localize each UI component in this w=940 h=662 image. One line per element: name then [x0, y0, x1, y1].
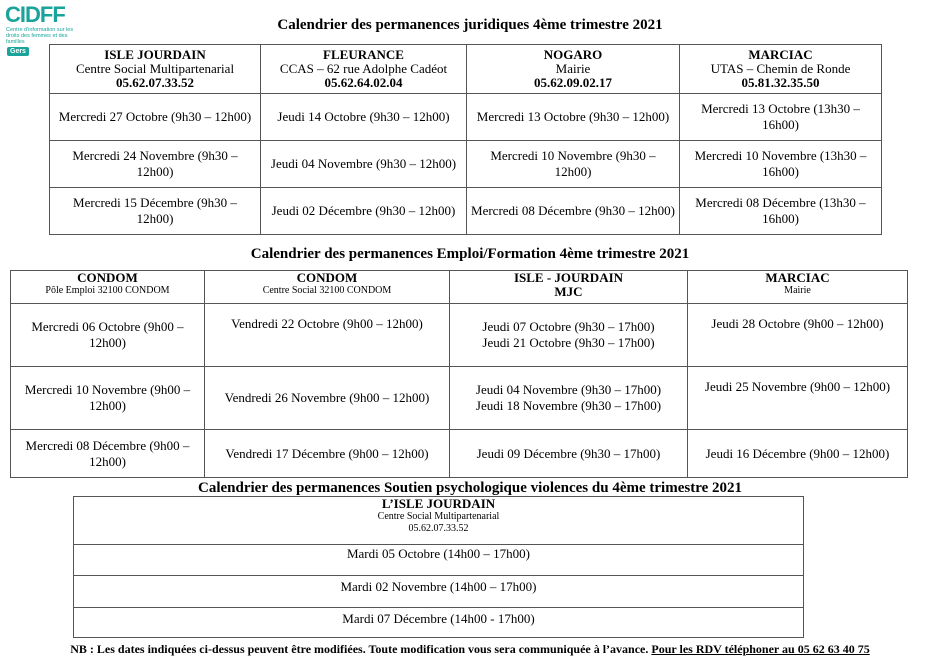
table-cell: Vendredi 22 Octobre (9h00 – 12h00): [205, 304, 450, 367]
table-cell: Jeudi 28 Octobre (9h00 – 12h00): [688, 304, 908, 367]
table-row: [74, 608, 804, 638]
logo-subtitle: Centre d'information sur les droits des femmes et des familles: [6, 27, 74, 45]
table-cell: Mercredi 24 Novembre (9h30 – 12h00): [50, 141, 261, 188]
logo-tag: Gers: [7, 47, 29, 56]
logo-word: CIDFF: [5, 2, 65, 27]
table-header-row: [74, 497, 804, 545]
table-cell: Jeudi 07 Octobre (9h30 – 17h00) Jeudi 21 Octobre (9h30 – 17h00): [450, 304, 688, 367]
juridiques-table: [49, 44, 882, 235]
phone-note: Pour les RDV téléphoner au 05 62 63 40 75: [651, 642, 870, 656]
table-cell: Mercredi 10 Novembre (9h30 – 12h00): [467, 141, 680, 188]
table-row: [50, 94, 882, 141]
table-cell: Mercredi 27 Octobre (9h30 – 12h00): [50, 94, 261, 141]
table-cell: Mercredi 08 Décembre (13h30 – 16h00): [680, 188, 882, 235]
table-row: [11, 304, 908, 367]
table-cell: Mardi 05 Octobre (14h00 – 17h00): [74, 545, 804, 576]
table-cell: Jeudi 04 Novembre (9h30 – 17h00) Jeudi 18 Novembre (9h30 – 17h00): [450, 367, 688, 430]
psy-title: Calendrier des permanences Soutien psychologique violences du 4ème trimestre 2021: [198, 480, 742, 496]
psy-table: [73, 496, 804, 638]
table-cell: Mercredi 10 Novembre (9h00 – 12h00): [11, 367, 205, 430]
table-row: [50, 188, 882, 235]
header-cell: MARCIAC Mairie: [688, 271, 908, 304]
header-cell: ISLE - JOURDAIN MJC: [450, 271, 688, 304]
note-text: NB : Les dates indiquées ci-dessus peuvent être modifiées. Toute modification vous sera communiquée à l’avance.: [70, 642, 652, 656]
table-cell: Mercredi 15 Décembre (9h30 – 12h00): [50, 188, 261, 235]
table-cell: Jeudi 09 Décembre (9h30 – 17h00): [450, 430, 688, 478]
table-row: [74, 576, 804, 608]
table-cell: Vendredi 26 Novembre (9h00 – 12h00): [205, 367, 450, 430]
table-header-row: [50, 45, 882, 94]
table-header-row: [11, 271, 908, 304]
table-cell: Jeudi 14 Octobre (9h30 – 12h00): [261, 94, 467, 141]
header-cell: MARCIAC UTAS – Chemin de Ronde 05.81.32.35.50: [680, 45, 882, 94]
table-cell: Mercredi 13 Octobre (13h30 – 16h00): [680, 94, 882, 141]
emploi-title: Calendrier des permanences Emploi/Formation 4ème trimestre 2021: [250, 246, 690, 262]
emploi-table: [10, 270, 908, 478]
table-cell: Jeudi 25 Novembre (9h00 – 12h00): [688, 367, 908, 430]
table-cell: Mercredi 08 Décembre (9h30 – 12h00): [467, 188, 680, 235]
table-cell: Jeudi 02 Décembre (9h30 – 12h00): [261, 188, 467, 235]
footer-note: [0, 642, 940, 657]
table-row: [74, 545, 804, 576]
juridiques-title: Calendrier des permanences juridiques 4ème trimestre 2021: [277, 17, 663, 33]
header-cell: CONDOM Centre Social 32100 CONDOM: [205, 271, 450, 304]
table-cell: Mercredi 13 Octobre (9h30 – 12h00): [467, 94, 680, 141]
header-cell: NOGARO Mairie 05.62.09.02.17: [467, 45, 680, 94]
table-cell: Mardi 02 Novembre (14h00 – 17h00): [74, 576, 804, 608]
header-cell: FLEURANCE CCAS – 62 rue Adolphe Cadéot 05.62.64.02.04: [261, 45, 467, 94]
table-cell: Vendredi 17 Décembre (9h00 – 12h00): [205, 430, 450, 478]
table-cell: Mercredi 06 Octobre (9h00 – 12h00): [11, 304, 205, 367]
header-cell: ISLE JOURDAIN Centre Social Multipartenarial 05.62.07.33.52: [50, 45, 261, 94]
header-cell: L’ISLE JOURDAIN Centre Social Multipartenarial 05.62.07.33.52: [74, 497, 804, 545]
table-cell: Mercredi 10 Novembre (13h30 – 16h00): [680, 141, 882, 188]
table-row: [11, 367, 908, 430]
table-cell: Mardi 07 Décembre (14h00 - 17h00): [74, 608, 804, 638]
table-row: [11, 430, 908, 478]
table-cell: Jeudi 16 Décembre (9h00 – 12h00): [688, 430, 908, 478]
header-cell: CONDOM Pôle Emploi 32100 CONDOM: [11, 271, 205, 304]
table-cell: Mercredi 08 Décembre (9h00 – 12h00): [11, 430, 205, 478]
table-cell: Jeudi 04 Novembre (9h30 – 12h00): [261, 141, 467, 188]
table-row: [50, 141, 882, 188]
